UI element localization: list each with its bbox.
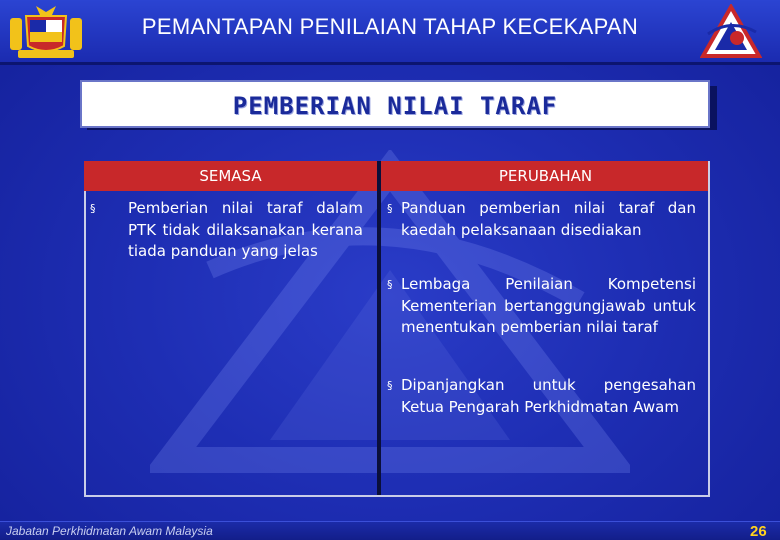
table-border-left: [84, 191, 86, 497]
table-border-bottom: [84, 495, 710, 497]
semasa-item: Pemberian nilai taraf dalam PTK tidak dilaksanakan kerana tiada panduan yang jelas: [128, 199, 363, 260]
header-bar: [0, 0, 780, 65]
perubahan-item: Dipanjangkan untuk pengesahan Ketua Pengarah Perkhidmatan Awam: [401, 376, 696, 416]
perubahan-item: Lembaga Penilaian Kompetensi Kementerian bertanggungjawab untuk menentukan pemberian nilai taraf: [401, 275, 696, 336]
header-title: PEMANTAPAN PENILAIAN TAHAP KECEKAPAN: [141, 14, 639, 39]
column-header-semasa: SEMASA: [84, 161, 377, 191]
bullet-icon: §: [90, 202, 96, 215]
jpa-triangle-logo-icon: [700, 4, 762, 60]
footer-organization: Jabatan Perkhidmatan Awam Malaysia: [6, 524, 213, 538]
title-banner: [80, 80, 710, 128]
bullet-icon: §: [387, 202, 393, 215]
perubahan-item: Panduan pemberian nilai taraf dan kaedah pelaksanaan disediakan: [401, 199, 696, 239]
table-border-right: [708, 161, 710, 497]
banner-title: PEMBERIAN NILAI TARAF: [232, 92, 558, 120]
bullet-icon: §: [387, 278, 393, 291]
page-number: 26: [750, 523, 767, 540]
bullet-icon: §: [387, 379, 393, 392]
comparison-table: [84, 161, 710, 497]
column-divider: [377, 161, 381, 497]
column-header-perubahan: PERUBAHAN: [381, 161, 710, 191]
footer-bar: [0, 521, 780, 540]
